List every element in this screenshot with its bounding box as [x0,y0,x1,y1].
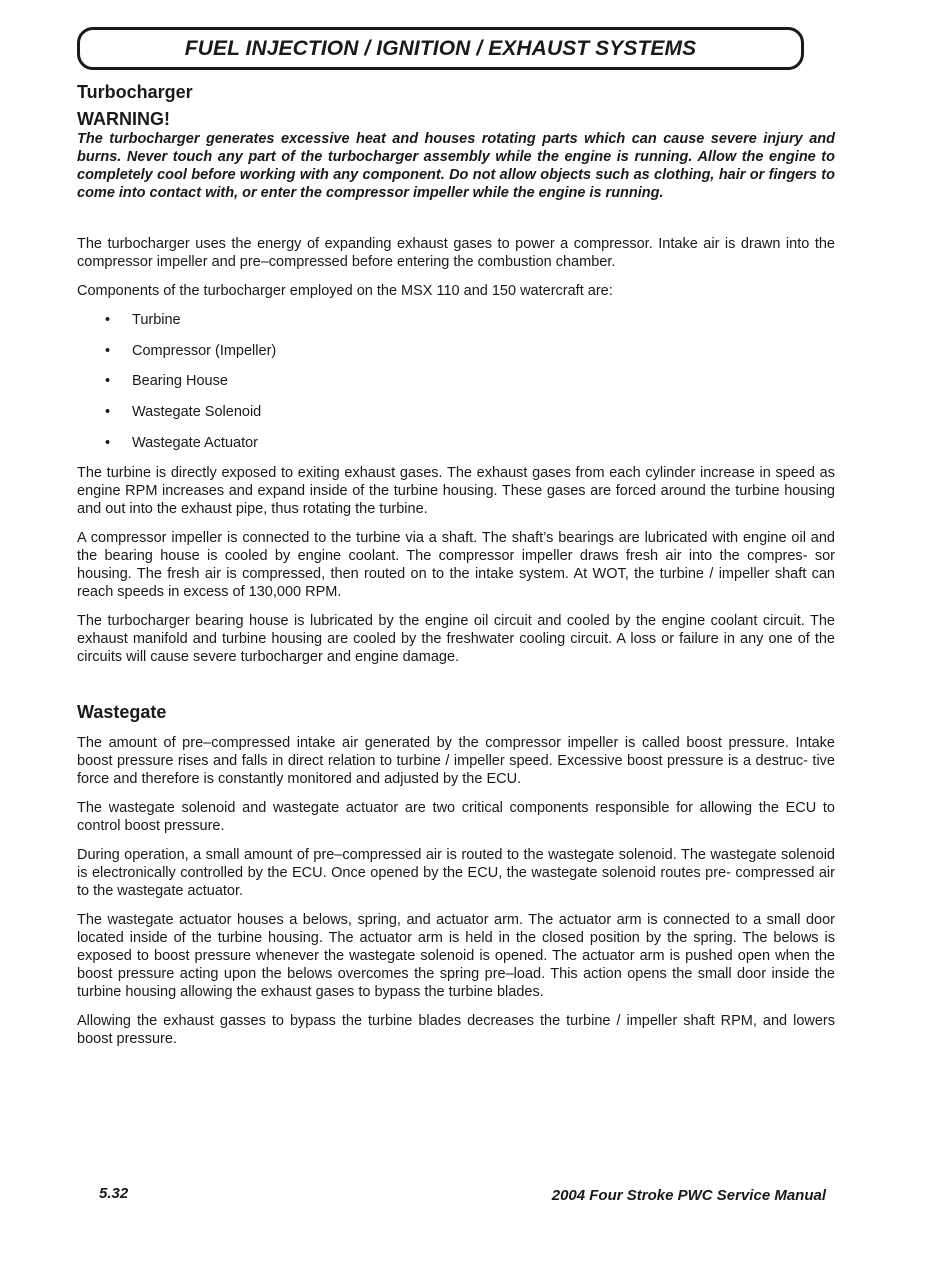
list-item [77,311,835,329]
list-item [77,434,835,452]
page-number: 5.32 [99,1185,129,1202]
boost-pressure-paragraph: The amount of pre–compressed intake air generated by the compressor impeller is called boost pressure. Intake boost pressure rises and falls in direct relation to turbine / impeller speed. Excessive boost pressure is a destruc- tive force and therefore is constantly monitored and adjusted by the ECU. [77,735,835,788]
bullet-icon: • [105,312,111,328]
components-intro-paragraph: Components of the turbocharger employed on the MSX 110 and 150 watercraft are: [77,283,613,299]
list-item [77,403,835,421]
components-list [77,311,835,452]
list-item-text: Turbine [132,312,181,328]
list-item-text: Wastegate Solenoid [132,404,262,421]
chapter-title: FUEL INJECTION / IGNITION / EXHAUST SYSTEMS [184,36,697,60]
bullet-icon: • [105,404,111,421]
warning-title: WARNING! [77,109,170,129]
manual-title: 2004 Four Stroke PWC Service Manual [551,1187,826,1204]
wastegate-bypass-paragraph: Allowing the exhaust gasses to bypass the turbine blades decreases the turbine / impeller shaft RPM, and lowers boost pressure. [77,1013,835,1048]
list-item-text: Compressor (Impeller) [132,342,277,359]
turbine-paragraph: The turbine is directly exposed to exiting exhaust gases. The exhaust gases from each cylinder increase in speed as engine RPM increases and expand inside of the turbine housing. These gases are forced around the turbine housing and out into the exhaust pipe, thus rotating the turbine. [77,465,835,518]
compressor-paragraph: A compressor impeller is connected to the turbine via a shaft. The shaft’s bearings are lubricated with engine oil and the bearing house is cooled by engine coolant. The compressor impeller draws fresh air into the compres- sor housing. The fresh air is compressed, then routed on to the intake system. At WOT, the turbine / impeller shaft can reach speeds in excess of 130,000 RPM. [77,530,835,601]
wastegate-components-paragraph: The wastegate solenoid and wastegate actuator are two critical components responsible for allowing the ECU to control boost pressure. [77,800,835,835]
wastegate-heading: Wastegate [77,702,167,723]
page-content [77,80,835,1059]
turbocharger-intro-paragraph: The turbocharger uses the energy of expanding exhaust gases to power a compressor. Intake air is drawn into the compressor impeller and pre–compressed before entering the combustion chamber. [77,236,835,270]
bullet-icon: • [105,434,111,451]
list-item [77,372,835,390]
bearing-house-paragraph: The turbocharger bearing house is lubricated by the engine oil circuit and cooled by the engine coolant circuit. The exhaust manifold and turbine housing are cooled by the freshwater cooling circuit. A loss or failure in any one of the circuits will cause severe turbocharger and engine damage. [77,613,835,666]
warning-text: The turbocharger generates excessive heat and houses rotating parts which can cause severe injury and burns. Never touch any part of the turbocharger assembly while the engine is running. Allow the engine to completely cool before working with any component. Do not allow objects such as clothing, hair or fingers to come into contact with, or enter the compressor impeller while the engine is running. [77,131,835,201]
chapter-header-banner [77,27,804,70]
turbocharger-heading: Turbocharger [77,82,193,102]
list-item-text: Wastegate Actuator [132,434,259,451]
bullet-icon: • [105,373,111,390]
wastegate-actuator-paragraph: The wastegate actuator houses a belows, spring, and actuator arm. The actuator arm is connected to a small door located inside of the turbine housing. The actuator arm is held in the closed position by the spring. The belows is exposed to boost pressure whenever the wastegate solenoid is opened. The actuator arm is pushed open when the boost pressure acting upon the belows overcomes the spring pre–load. This action opens the small door inside the turbine housing allowing the exhaust gases to bypass the turbine blades. [77,912,835,1001]
list-item [77,342,835,360]
bullet-icon: • [105,342,111,359]
list-item-text: Bearing House [132,373,228,390]
wastegate-operation-paragraph: During operation, a small amount of pre–compressed air is routed to the wastegate solenoid. The wastegate solenoid is electronically controlled by the ECU. Once opened by the ECU, the wastegate solenoid routes pre- compressed air to the wastegate actuator. [77,847,835,900]
